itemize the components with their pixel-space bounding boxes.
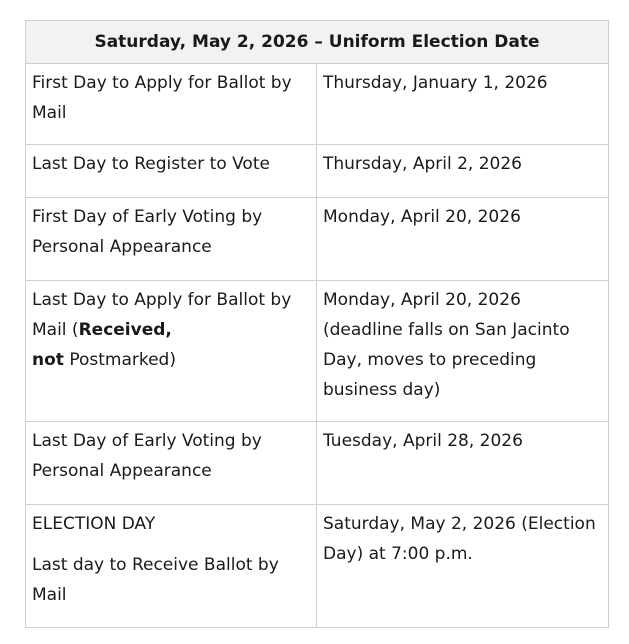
- election-day-label: ELECTION DAY: [32, 514, 156, 534]
- label-text: Last Day to Apply for Ballot by Mail (: [32, 290, 292, 340]
- label-bold-received: Received,: [78, 320, 172, 340]
- election-schedule-table: [25, 20, 609, 628]
- label-bold-not: not: [32, 350, 64, 370]
- table-header-row: [26, 21, 609, 64]
- label-text: Last day to Receive Ballot by Mail: [32, 555, 279, 605]
- event-label: Last Day of Early Voting by Personal Appearance: [26, 422, 317, 505]
- event-label: First Day to Apply for Ballot by Mail: [26, 64, 317, 145]
- table-row: [26, 422, 609, 505]
- table-row: [26, 64, 609, 145]
- event-date: Thursday, January 1, 2026: [317, 64, 609, 145]
- table-row: [26, 198, 609, 281]
- date-text: Monday, April 20, 2026: [323, 290, 521, 310]
- event-date: Saturday, May 2, 2026 (Election Day) at 7:00 p.m.: [317, 505, 609, 628]
- date-note: (deadline falls on San Jacinto Day, moves to preceding business day): [323, 320, 570, 400]
- event-date: Monday, April 20, 2026: [317, 198, 609, 281]
- event-label: Last Day to Register to Vote: [26, 145, 317, 198]
- event-label: First Day of Early Voting by Personal Appearance: [26, 198, 317, 281]
- label-text: Postmarked): [63, 350, 176, 370]
- event-label: [26, 281, 317, 422]
- event-date: Tuesday, April 28, 2026: [317, 422, 609, 505]
- table-row: [26, 281, 609, 422]
- table-title: Saturday, May 2, 2026 – Uniform Election Date: [26, 21, 609, 64]
- event-label: [26, 505, 317, 628]
- table-row: [26, 505, 609, 628]
- event-date: [317, 281, 609, 422]
- table-row: [26, 145, 609, 198]
- event-date: Thursday, April 2, 2026: [317, 145, 609, 198]
